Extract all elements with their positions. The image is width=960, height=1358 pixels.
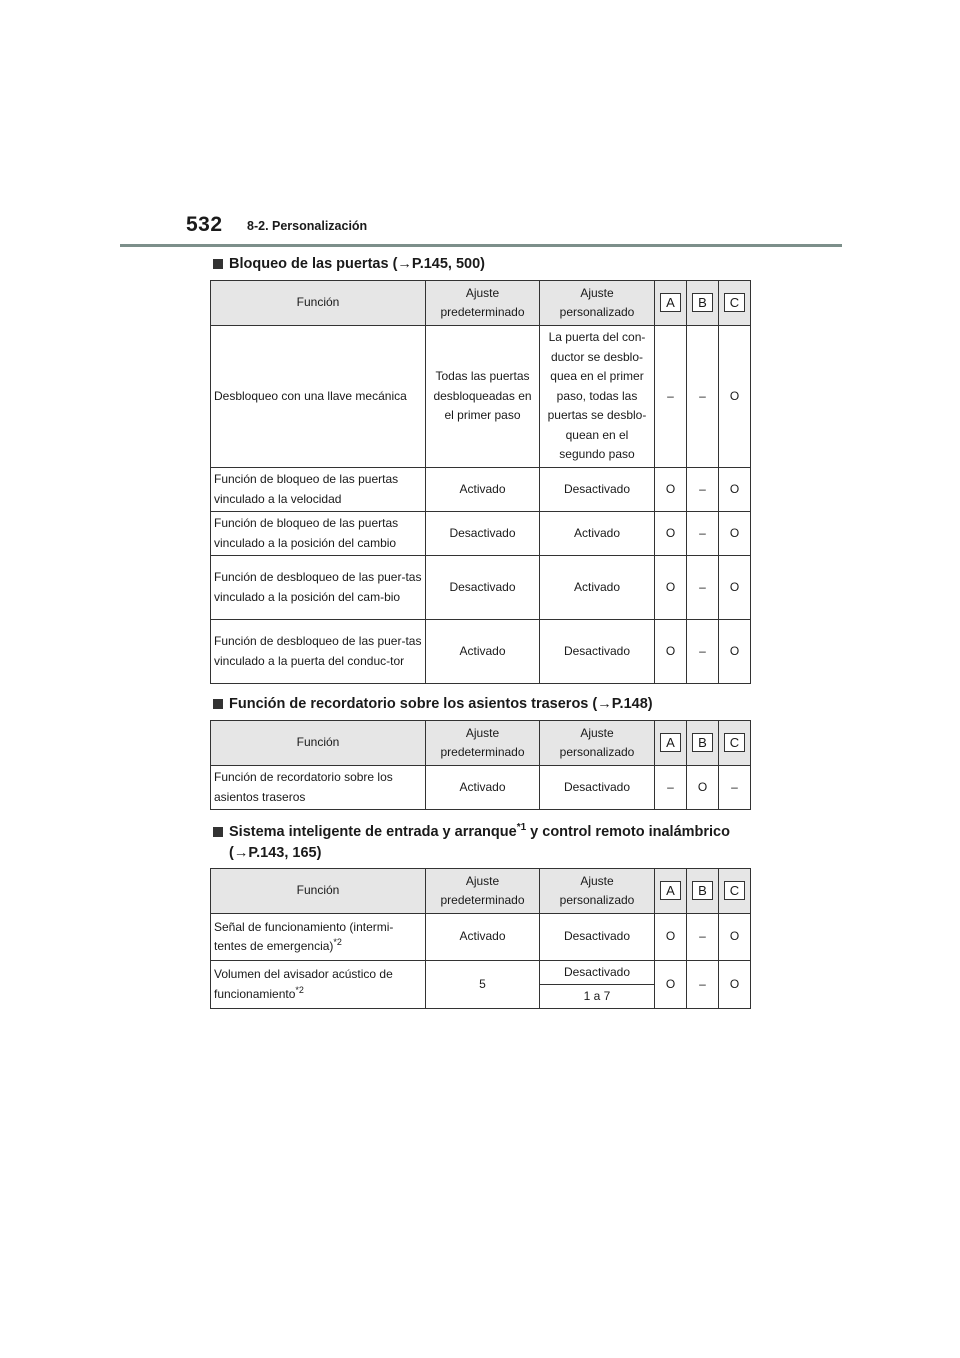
- table-row: [211, 326, 751, 468]
- arrow-right-icon: →: [397, 256, 412, 272]
- arrow-right-icon: →: [597, 696, 612, 712]
- cell-function: Función de desbloqueo de las puer-tas vinculado a la puerta del conduc-tor: [211, 620, 426, 684]
- cell-a: –: [655, 326, 687, 468]
- cell-function: Volumen del avisador acústico de funcionamiento$^{*2}$: [211, 961, 426, 1009]
- cell-default: Activado: [426, 914, 540, 961]
- cell-function: Desbloqueo con una llave mecánica: [211, 326, 426, 468]
- header-a: [655, 281, 687, 326]
- cell-default: 5: [426, 961, 540, 1009]
- cell-a: O: [655, 914, 687, 961]
- footnote-marker: *2: [295, 984, 304, 995]
- cell-b: –: [687, 556, 719, 620]
- table-door-lock: [210, 280, 751, 684]
- cell-function: Señal de funcionamiento (intermi-tentes de emergencia)$^{*2}$: [211, 914, 426, 961]
- cell-function: Función de desbloqueo de las puer-tas vinculado a la posición del cam-bio: [211, 556, 426, 620]
- cell-a: O: [655, 961, 687, 1009]
- table-row: [211, 556, 751, 620]
- table-row: [211, 468, 751, 512]
- cell-c: O: [719, 512, 751, 556]
- cell-b: O: [687, 766, 719, 810]
- cell-custom: Desactivado: [540, 620, 655, 684]
- cell-default: Activado: [426, 620, 540, 684]
- header-c: [719, 721, 751, 766]
- footnote-marker: *1: [516, 822, 527, 834]
- letter-b-icon: B: [692, 293, 713, 312]
- cell-c: O: [719, 556, 751, 620]
- table-rear-seat-reminder: [210, 720, 751, 810]
- letter-c-icon: C: [724, 733, 745, 752]
- header-funcion: Función: [211, 281, 426, 326]
- header-funcion: Función: [211, 721, 426, 766]
- header-ajuste-personalizado: Ajuste personalizado: [540, 281, 655, 326]
- header-funcion: Función: [211, 869, 426, 914]
- cell-b: –: [687, 326, 719, 468]
- header-b: [687, 281, 719, 326]
- cell-c: O: [719, 914, 751, 961]
- cell-custom: La puerta del con-ductor se desblo-quea en el primer paso, todas las puertas se desblo-quean en el segundo paso: [540, 326, 655, 468]
- heading-text: Bloqueo de las puertas (→P.145, 500): [229, 256, 486, 272]
- cell-custom: 1 a 7: [540, 985, 655, 1009]
- table-row: [211, 512, 751, 556]
- header-c: [719, 869, 751, 914]
- cell-a: O: [655, 620, 687, 684]
- cell-b: –: [687, 961, 719, 1009]
- cell-a: O: [655, 512, 687, 556]
- header-a: [655, 869, 687, 914]
- header-c: [719, 281, 751, 326]
- arrow-right-icon: →: [233, 845, 249, 861]
- square-bullet-icon: [213, 827, 223, 837]
- cell-function: Función de recordatorio sobre los asientos traseros: [211, 766, 426, 810]
- heading-text: Sistema inteligente de entrada y arranque$^{*1}$ y control remoto inalámbrico (→P.143, 165): [229, 822, 730, 861]
- cell-default: Todas las puertas desbloqueadas en el primer paso: [426, 326, 540, 468]
- cell-default: Activado: [426, 766, 540, 810]
- letter-b-icon: B: [692, 733, 713, 752]
- cell-b: –: [687, 914, 719, 961]
- cell-default: Desactivado: [426, 512, 540, 556]
- cell-custom: Desactivado: [540, 914, 655, 961]
- letter-a-icon: A: [660, 293, 681, 312]
- cell-b: –: [687, 620, 719, 684]
- cell-c: O: [719, 326, 751, 468]
- section-heading-smart-entry: [213, 822, 730, 864]
- header-b: [687, 869, 719, 914]
- table-row: [211, 914, 751, 961]
- cell-b: –: [687, 468, 719, 512]
- table-row: [211, 620, 751, 684]
- cell-custom: Desactivado: [540, 766, 655, 810]
- cell-custom: Activado: [540, 512, 655, 556]
- cell-default: Activado: [426, 468, 540, 512]
- letter-a-icon: A: [660, 733, 681, 752]
- cell-function: Función de bloqueo de las puertas vinculado a la velocidad: [211, 468, 426, 512]
- table-header-row: [211, 721, 751, 766]
- table-header-row: [211, 869, 751, 914]
- cell-c: O: [719, 961, 751, 1009]
- section-heading-rear-seat-reminder: [213, 694, 653, 715]
- cell-a: O: [655, 468, 687, 512]
- header-a: [655, 721, 687, 766]
- cell-c: –: [719, 766, 751, 810]
- header-ajuste-personalizado: Ajuste personalizado: [540, 869, 655, 914]
- letter-c-icon: C: [724, 881, 745, 900]
- cell-custom: Desactivado: [540, 961, 655, 985]
- header-ajuste-predeterminado: Ajuste predeterminado: [426, 281, 540, 326]
- table-smart-entry: [210, 868, 751, 1009]
- square-bullet-icon: [213, 699, 223, 709]
- cell-function: Función de bloqueo de las puertas vinculado a la posición del cambio: [211, 512, 426, 556]
- table-row: [211, 766, 751, 810]
- header-ajuste-predeterminado: Ajuste predeterminado: [426, 721, 540, 766]
- table-header-row: [211, 281, 751, 326]
- letter-a-icon: A: [660, 881, 681, 900]
- header-divider: [120, 244, 842, 247]
- letter-c-icon: C: [724, 293, 745, 312]
- section-label: 8-2. Personalización: [247, 219, 368, 233]
- cell-custom: Desactivado: [540, 468, 655, 512]
- cell-a: –: [655, 766, 687, 810]
- cell-c: O: [719, 620, 751, 684]
- square-bullet-icon: [213, 259, 223, 269]
- footnote-marker: *2: [333, 937, 342, 947]
- letter-b-icon: B: [692, 881, 713, 900]
- header-ajuste-predeterminado: Ajuste predeterminado: [426, 869, 540, 914]
- header-b: [687, 721, 719, 766]
- cell-b: –: [687, 512, 719, 556]
- cell-default: Desactivado: [426, 556, 540, 620]
- heading-text: Función de recordatorio sobre los asientos traseros (→P.148): [229, 696, 653, 712]
- page-number: 532: [186, 213, 223, 236]
- cell-c: O: [719, 468, 751, 512]
- section-heading-door-lock: [213, 254, 485, 275]
- cell-a: O: [655, 556, 687, 620]
- cell-custom: Activado: [540, 556, 655, 620]
- table-row: [211, 961, 751, 985]
- header-ajuste-personalizado: Ajuste personalizado: [540, 721, 655, 766]
